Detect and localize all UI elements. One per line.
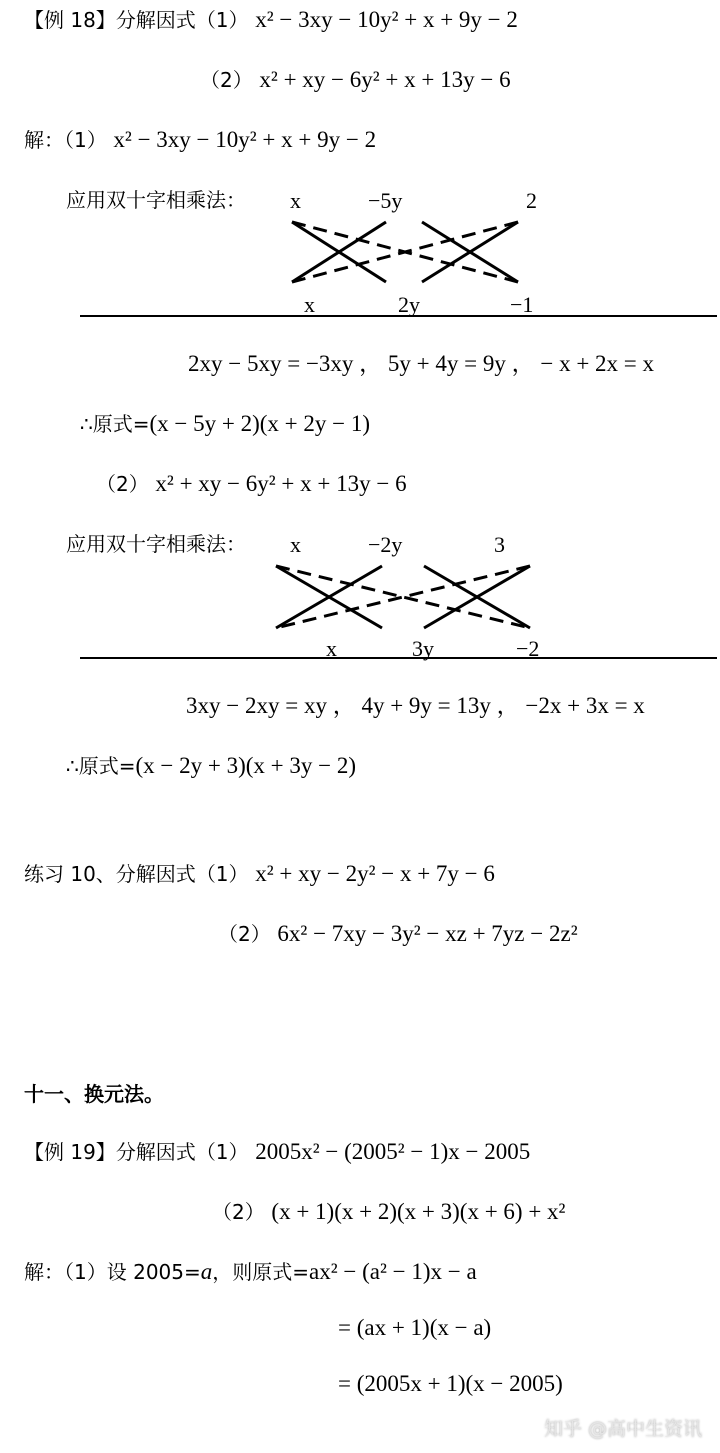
example-19-line [24, 1138, 530, 1166]
therefore-label: ∴原式= [66, 754, 136, 778]
substitution-variable: a [200, 1259, 213, 1284]
solution-18-part2 [96, 470, 407, 498]
cross1-bottom-1: x [304, 292, 315, 317]
section-heading: 十一、换元法。 [24, 1082, 164, 1106]
then-text: ，则原式= [212, 1260, 310, 1284]
cross1-top-1: x [290, 188, 301, 213]
answer-expression: (x − 2y + 3)(x + 3y − 2) [135, 753, 357, 778]
problem-expression: ax² − (a² − 1)x − a [309, 1259, 477, 1284]
solution-19-step3 [338, 1370, 563, 1398]
part-label: （1） [64, 128, 107, 152]
example-19-part2 [212, 1198, 565, 1226]
answer-line-2 [66, 752, 356, 780]
watermark: 知乎 @高中生资讯 [543, 1418, 702, 1440]
solution-19-step2 [338, 1314, 491, 1342]
part-label: （1） [195, 8, 249, 32]
cross1-bottom-3: −1 [510, 292, 534, 317]
divider-line-1 [80, 315, 717, 317]
part-label: （1） [195, 1140, 249, 1164]
method-label-2 [66, 530, 246, 558]
cross2-top-2: −2y [368, 532, 403, 557]
example-intro: 分解因式 [115, 8, 196, 32]
part-label: （1） [64, 1260, 107, 1284]
check-expression: 3xy − 2xy = xy ， 4y + 9y = 13y ， −2x + 3x = x [186, 693, 645, 718]
example-intro: 分解因式 [115, 1140, 196, 1164]
divider-line-2 [80, 657, 717, 659]
step-expression: = (2005x + 1)(x − 2005) [338, 1371, 563, 1396]
check-line-1 [188, 350, 654, 378]
substitution-text: 设 2005= [106, 1260, 201, 1284]
part-label: （1） [195, 862, 249, 886]
cross2-top-1: x [290, 532, 301, 557]
problem-expression: x² + xy − 6y² + x + 13y − 6 [155, 471, 407, 496]
solution-19-line [24, 1258, 477, 1286]
cross1-bottom-2: 2y [398, 292, 420, 317]
problem-expression: x² + xy − 6y² + x + 13y − 6 [259, 67, 511, 92]
answer-expression: (x − 5y + 2)(x + 2y − 1) [149, 411, 371, 436]
solution-label: 解： [24, 128, 64, 152]
part-label: （2） [218, 922, 271, 946]
cross2-bottom-1: x [326, 636, 337, 661]
example-tag: 【例 18】 [24, 8, 116, 32]
check-line-2 [186, 692, 645, 720]
cross1-top-3: 2 [526, 188, 537, 213]
method-text: 应用双十字相乘法： [66, 532, 246, 556]
problem-expression: 2005x² − (2005² − 1)x − 2005 [255, 1139, 531, 1164]
problem-expression: x² − 3xy − 10y² + x + 9y − 2 [255, 7, 518, 32]
problem-expression: x² + xy − 2y² − x + 7y − 6 [255, 861, 495, 886]
cross2-bottom-3: −2 [516, 636, 540, 661]
check-expression: 2xy − 5xy = −3xy ， 5y + 4y = 9y ， − x + 2x = x [188, 351, 655, 376]
part-label: （2） [200, 68, 253, 92]
problem-expression: 6x² − 7xy − 3y² − xz + 7yz − 2z² [277, 921, 578, 946]
answer-line-1 [80, 410, 370, 438]
section-title [24, 1080, 164, 1108]
part-label: （2） [96, 472, 149, 496]
step-expression: = (ax + 1)(x − a) [338, 1315, 492, 1340]
problem-expression: x² − 3xy − 10y² + x + 9y − 2 [113, 127, 377, 152]
example-tag: 【例 19】 [24, 1140, 116, 1164]
practice-10-part2 [218, 920, 578, 948]
problem-expression: (x + 1)(x + 2)(x + 3)(x + 6) + x² [271, 1199, 566, 1224]
method-text: 应用双十字相乘法： [66, 188, 246, 212]
solution-label: 解： [24, 1260, 64, 1284]
part-label: （2） [212, 1200, 265, 1224]
cross2-bottom-2: 3y [412, 636, 434, 661]
practice-label: 练习 10、分解因式 [24, 862, 196, 886]
cross2-top-3: 3 [494, 532, 505, 557]
cross1-top-2: −5y [368, 188, 403, 213]
therefore-label: ∴原式= [80, 412, 150, 436]
practice-10-line [24, 860, 495, 888]
